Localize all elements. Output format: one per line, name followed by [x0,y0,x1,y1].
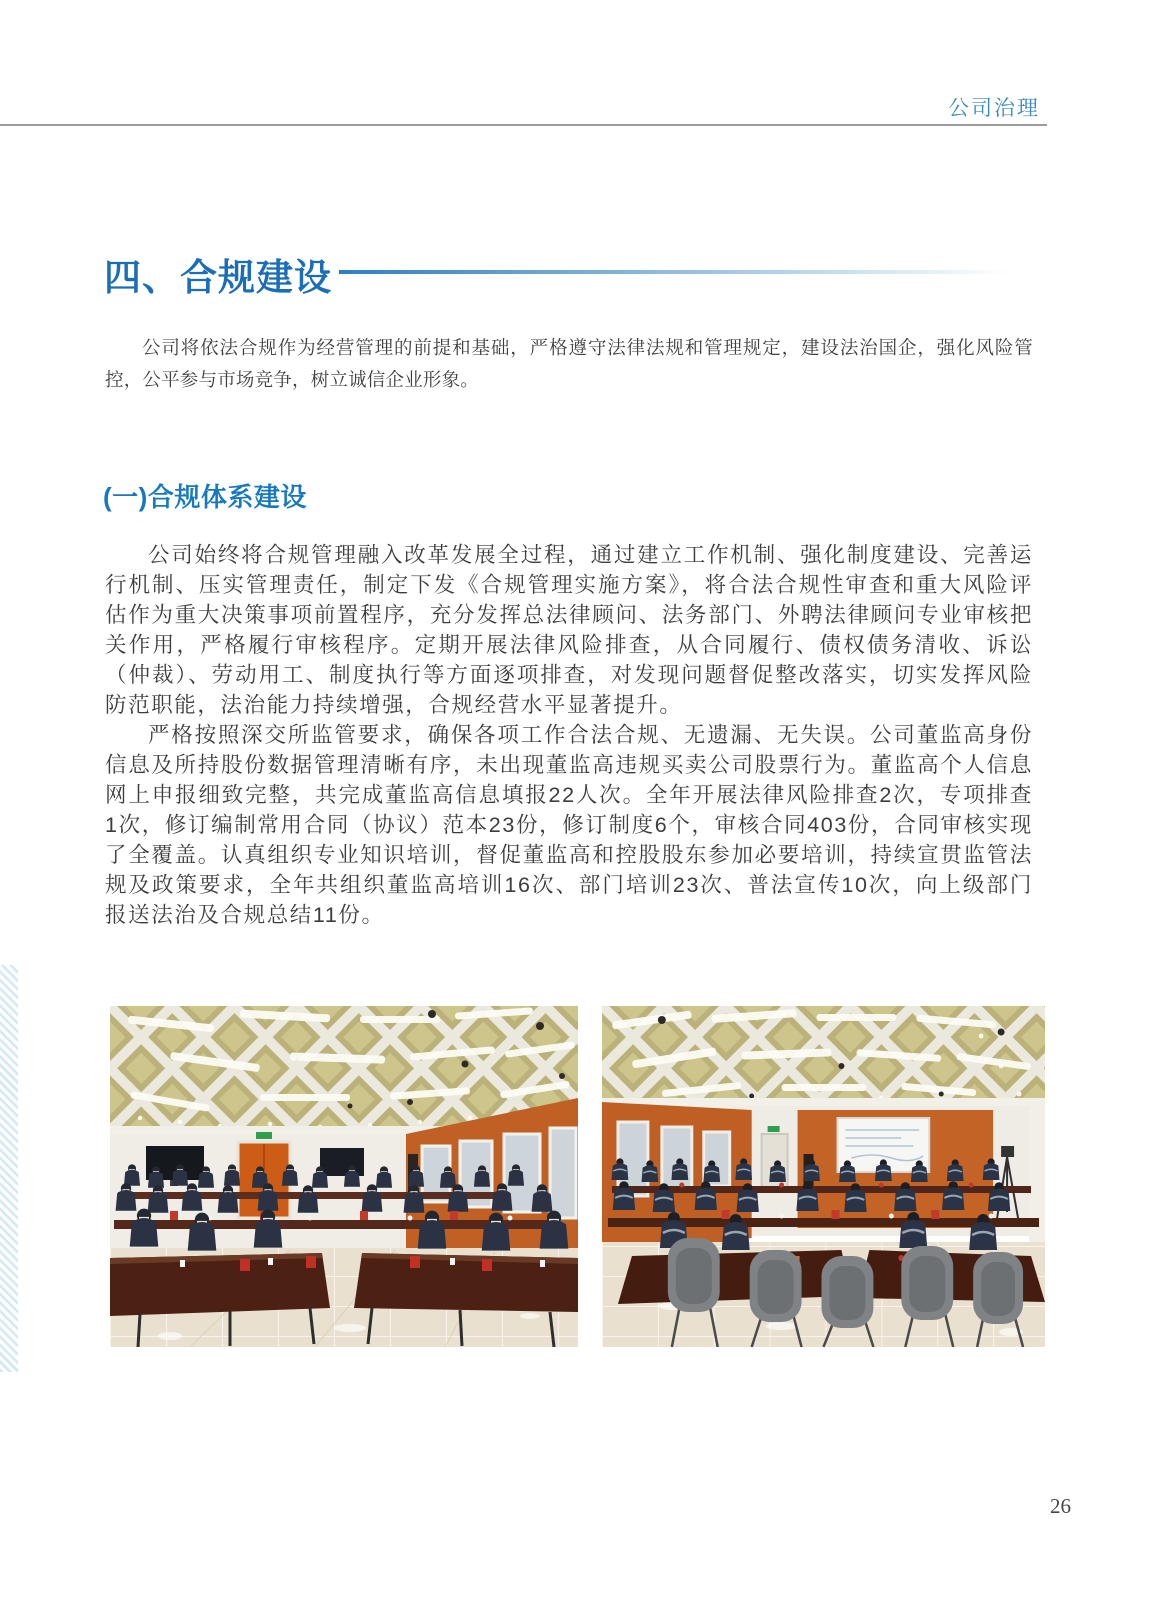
page-title: 四、合规建设 [104,257,332,298]
page-number: 26 [1050,1494,1071,1518]
body-paragraph-1: 公司始终将合规管理融入改革发展全过程，通过建立工作机制、强化制度建设、完善运行机制、压实管理责任，制定下发《合规管理实施方案》，将合法合规性审查和重大风险评估作为重大决策事项前置程序，充分发挥总法律顾问、法务部门、外聘法律顾问专业审核把关作用，严格履行审核程序。定期开展法律风险排查，从合同履行、债权债务清收、诉讼（仲裁）、劳动用工、制度执行等方面逐项排查，对发现问题督促整改落实，切实发挥风险防范职能，法治能力持续增强，合规经营水平显著提升。 [105,543,1033,717]
subsection-heading: (一)合规体系建设 [103,482,307,512]
body-text [105,540,1033,930]
edge-stripe-decoration [0,965,18,1372]
meeting-photo-right-graphic [602,1006,1045,1347]
intro-paragraph: 公司将依法合规作为经营管理的前提和基础，严格遵守法律法规和管理规定，建设法治国企，强化风险管控，公平参与市场竞争，树立诚信企业形象。 [105,337,1033,390]
meeting-photo-left-graphic [110,1006,578,1347]
meeting-photo-right [602,1006,1045,1347]
meeting-photo-left [110,1006,578,1347]
header-rule [0,124,1047,126]
header-section-label: 公司治理 [948,97,1040,120]
title-rule [339,270,1011,274]
body-paragraph-2: 严格按照深交所监管要求，确保各项工作合法合规、无遗漏、无失误。公司董监高身份信息及所持股份数据管理清晰有序，未出现董监高违规买卖公司股票行为。董监高个人信息网上申报细致完整，共完成董监高信息填报22人次。全年开展法律风险排查2次，专项排查1次，修订编制常用合同（协议）范本23份，修订制度6个，审核合同403份，合同审核实现了全覆盖。认真组织专业知识培训，督促董监高和控股股东参加必要培训，持续宣贯监管法规及政策要求，全年共组织董监高培训16次、部门培训23次、普法宣传10次，向上级部门报送法治及合规总结11份。 [105,723,1033,927]
